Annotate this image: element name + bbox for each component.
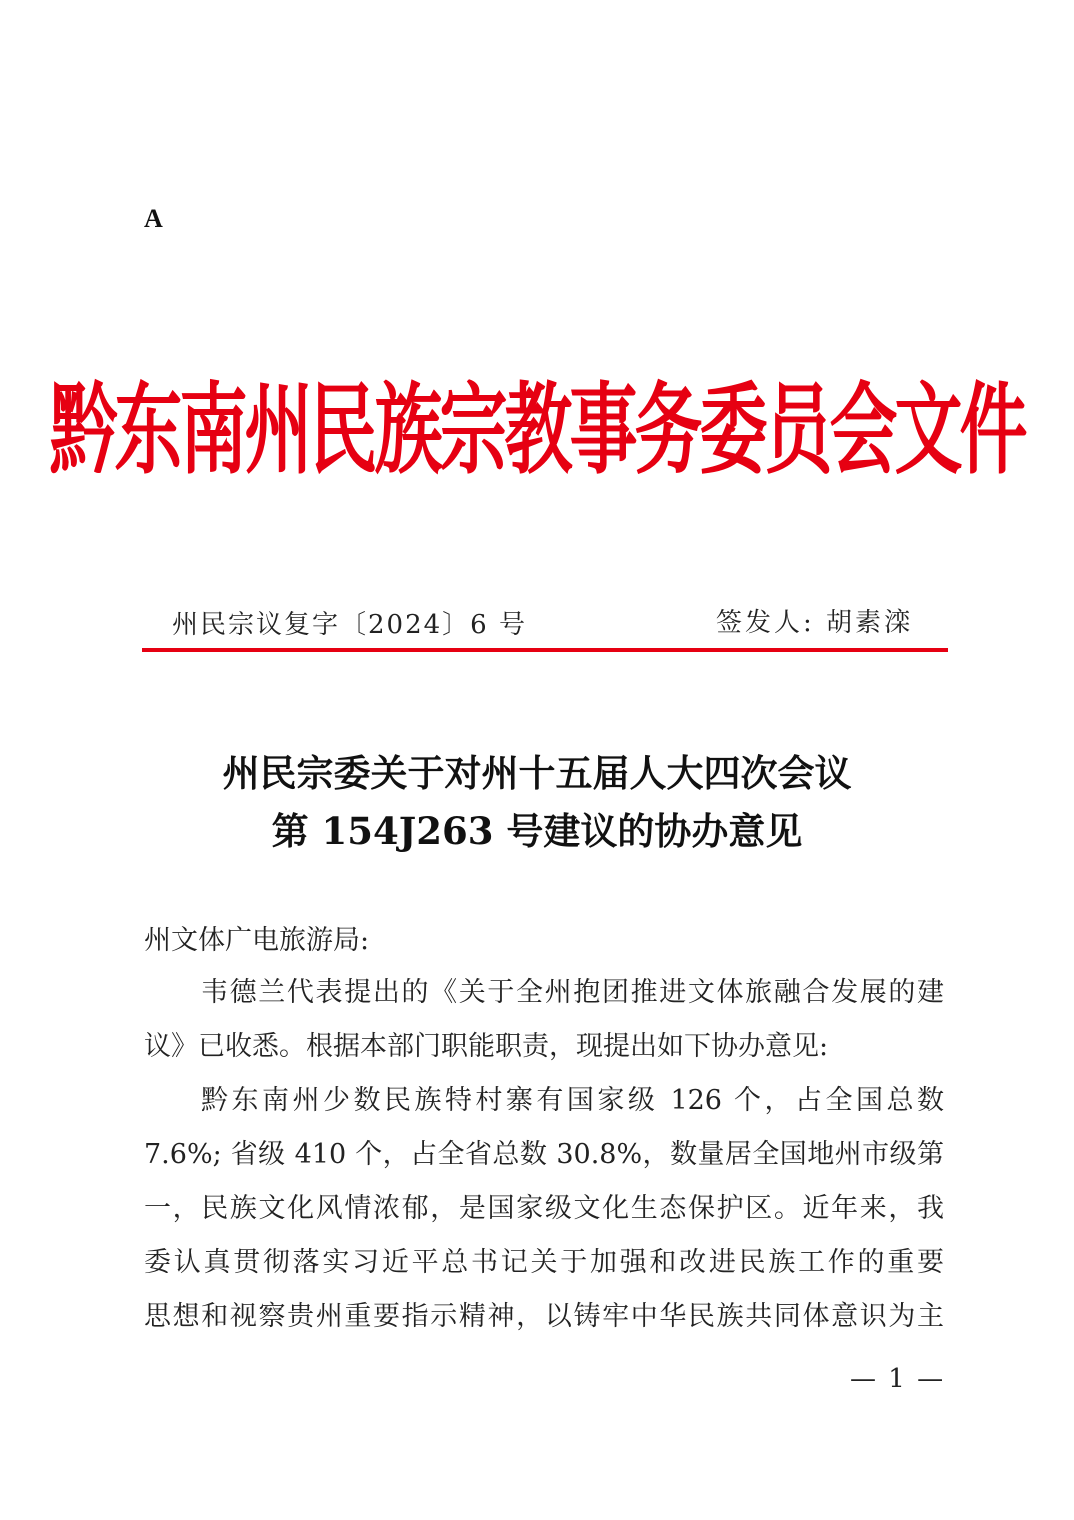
title-line-2: 第 154J263 号建议的协办意见: [271, 809, 803, 853]
body-line: 思想和视察贵州重要指示精神，以铸牢中华民族共同体意识为主: [144, 1301, 944, 1332]
body-line: 7.6%; 省级 410 个，占全省总数 30.8%，数量居全国地州市级第: [144, 1139, 944, 1170]
security-mark: A: [144, 204, 163, 233]
document-masthead: 黔东南州民族宗教事务委员会文件: [49, 374, 1025, 489]
body-line: 议》已收悉。根据本部门职能职责，现提出如下协办意见:: [144, 1031, 829, 1062]
body-line: 一，民族文化风情浓郁，是国家级文化生态保护区。近年来，我: [144, 1193, 944, 1224]
body-line: 委认真贯彻落实习近平总书记关于加强和改进民族工作的重要: [144, 1247, 944, 1278]
body-line: 韦德兰代表提出的《关于全州抱团推进文体旅融合发展的建: [201, 977, 944, 1008]
document-number: 州民宗议复字〔2024〕6 号: [172, 610, 527, 640]
document-title: [0, 744, 1074, 860]
page-number: — 1 —: [850, 1364, 946, 1394]
body-line: 黔东南州少数民族特村寨有国家级 126 个，占全国总数: [201, 1085, 944, 1116]
addressee: 州文体广电旅游局:: [144, 925, 370, 956]
signer: 签发人: 胡素滦: [716, 608, 914, 638]
body-text: [144, 966, 944, 1344]
title-line-1: 州民宗委关于对州十五届人大四次会议: [222, 751, 852, 795]
red-divider: [142, 648, 948, 652]
